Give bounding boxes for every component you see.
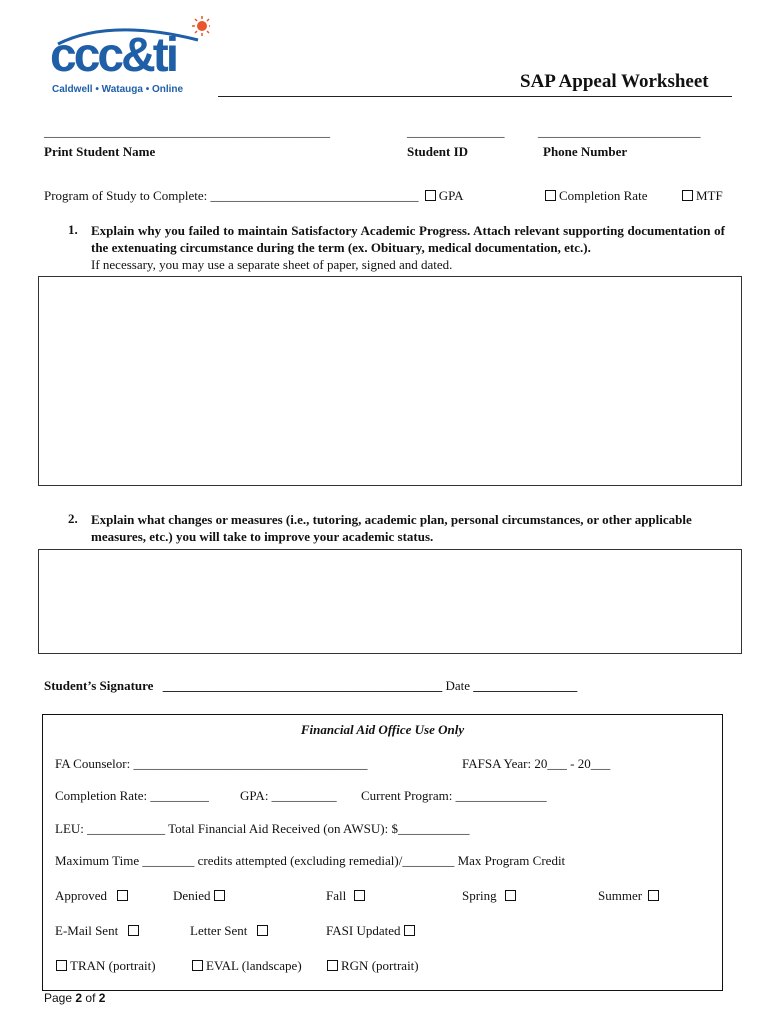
email-sent-checkbox[interactable] xyxy=(128,925,139,936)
summer-option[interactable] xyxy=(598,888,662,904)
phone-number-line[interactable]: _________________________ xyxy=(538,124,701,139)
question-2-answer-box[interactable] xyxy=(38,549,742,654)
fafsa-year-field[interactable]: FAFSA Year: 20___ - 20___ xyxy=(462,756,611,771)
date-label: Date xyxy=(445,678,470,693)
email-sent-label: E-Mail Sent xyxy=(55,923,119,938)
summer-label: Summer xyxy=(598,888,643,903)
fall-label: Fall xyxy=(326,888,347,903)
office-gpa-field[interactable]: GPA: __________ xyxy=(240,788,337,803)
completion-rate-label: Completion Rate xyxy=(559,188,648,203)
denied-option[interactable] xyxy=(173,888,228,904)
question-2-prompt: Explain what changes or measures (i.e., tutoring, academic plan, personal circumstances, or other applicable measures, etc.) you will take to improve your academic status. xyxy=(91,512,692,544)
fasi-updated-label: FASI Updated xyxy=(326,923,401,938)
page-prefix: Page xyxy=(44,991,73,1005)
page-title: SAP Appeal Worksheet xyxy=(520,71,709,92)
question-1-number: 1. xyxy=(68,222,78,237)
letter-sent-label: Letter Sent xyxy=(190,923,248,938)
mtf-checkbox[interactable] xyxy=(682,190,693,201)
fasi-updated-checkbox[interactable] xyxy=(404,925,415,936)
maximum-time-field[interactable]: Maximum Time ________ credits attempted (excluding remedial)/________ Max Program Credit xyxy=(55,853,566,868)
student-id-line[interactable]: _______________ xyxy=(407,124,505,139)
title-rule xyxy=(218,96,732,97)
mtf-option[interactable] xyxy=(679,188,723,204)
page-of: of xyxy=(85,991,96,1005)
question-1-answer-box[interactable] xyxy=(38,276,742,486)
page-number xyxy=(44,991,105,1005)
eval-label: EVAL (landscape) xyxy=(206,958,302,973)
office-box-title: Financial Aid Office Use Only xyxy=(300,722,465,737)
current-program-field[interactable]: Current Program: ______________ xyxy=(361,788,547,803)
gpa-checkbox[interactable] xyxy=(425,190,436,201)
fasi-updated-option[interactable] xyxy=(326,923,418,939)
rgn-option[interactable] xyxy=(324,958,419,974)
phone-number-label: Phone Number xyxy=(543,144,628,159)
eval-option[interactable] xyxy=(189,958,302,974)
student-id-label: Student ID xyxy=(407,144,469,159)
date-line[interactable]: ________________ xyxy=(473,678,578,693)
signature-line[interactable]: ___________________________________________ xyxy=(162,678,443,693)
signature-label: Student’s Signature xyxy=(44,678,154,693)
question-1-text xyxy=(91,222,725,273)
approved-label: Approved xyxy=(55,888,107,903)
page-total: 2 xyxy=(98,991,106,1005)
college-logo xyxy=(50,14,210,100)
sun-icon xyxy=(192,16,210,36)
spring-option[interactable] xyxy=(462,888,519,904)
rgn-label: RGN (portrait) xyxy=(341,958,419,973)
completion-rate-checkbox[interactable] xyxy=(545,190,556,201)
approved-checkbox[interactable] xyxy=(117,890,128,901)
email-sent-option[interactable] xyxy=(55,923,142,939)
page-current: 2 xyxy=(75,991,83,1005)
question-1-prompt: Explain why you failed to maintain Satisfactory Academic Progress. Attach relevant supporting documentation of the extenuating circumstance during the term (ex. Obituary, medical documentation, etc.). xyxy=(91,223,725,255)
denied-checkbox[interactable] xyxy=(214,890,225,901)
logo-tagline: Caldwell • Watauga • Online xyxy=(52,84,184,95)
tran-label: TRAN (portrait) xyxy=(70,958,156,973)
rgn-checkbox[interactable] xyxy=(327,960,338,971)
office-completion-rate-field[interactable]: Completion Rate: _________ xyxy=(55,788,209,803)
tran-option[interactable] xyxy=(53,958,156,974)
tran-checkbox[interactable] xyxy=(56,960,67,971)
question-1-note: If necessary, you may use a separate sheet of paper, signed and dated. xyxy=(91,257,453,272)
summer-checkbox[interactable] xyxy=(648,890,659,901)
denied-label: Denied xyxy=(173,888,211,903)
completion-rate-option[interactable] xyxy=(542,188,647,204)
fall-checkbox[interactable] xyxy=(354,890,365,901)
question-2-number: 2. xyxy=(68,511,78,526)
signature-row xyxy=(44,678,577,694)
fall-option[interactable] xyxy=(326,888,368,904)
leu-field[interactable]: LEU: ____________ Total Financial Aid Received (on AWSU): $___________ xyxy=(55,821,470,836)
logo-wordmark: ccc&ti xyxy=(50,29,177,82)
approved-option[interactable] xyxy=(55,888,131,904)
eval-checkbox[interactable] xyxy=(192,960,203,971)
gpa-label: GPA xyxy=(438,188,464,203)
letter-sent-option[interactable] xyxy=(190,923,271,939)
spring-label: Spring xyxy=(462,888,497,903)
student-name-line[interactable]: ____________________________________________ xyxy=(44,124,330,139)
student-name-label: Print Student Name xyxy=(44,144,156,159)
spring-checkbox[interactable] xyxy=(505,890,516,901)
letter-sent-checkbox[interactable] xyxy=(257,925,268,936)
program-of-study-field[interactable] xyxy=(44,188,464,204)
mtf-label: MTF xyxy=(696,188,723,203)
program-of-study-label: Program of Study to Complete: ________________________________ xyxy=(44,188,419,203)
fa-counselor-field[interactable]: FA Counselor: ____________________________________ xyxy=(55,756,368,771)
